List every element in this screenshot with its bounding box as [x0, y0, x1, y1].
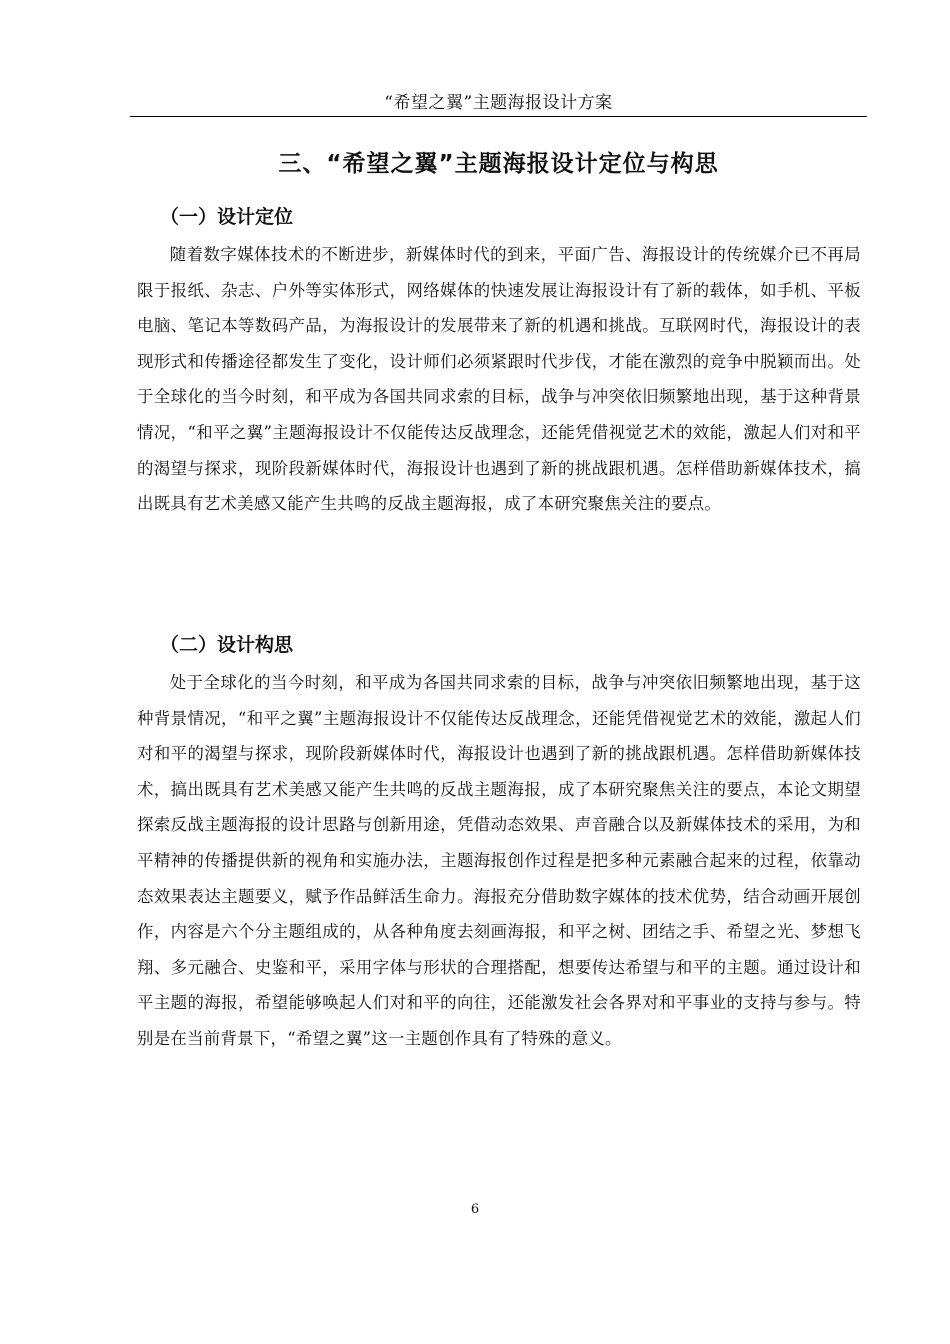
running-header: “希望之翼”主题海报设计方案: [384, 93, 613, 113]
page-number: 6: [470, 1202, 480, 1217]
body-paragraph-design-concept: 处于全球化的当今时刻，和平成为各国共同求索的目标，战争与冲突依旧频繁地出现，基于这种背景情况，“和平之翼”主题海报设计不仅能传达反战理念，还能凭借视觉艺术的效能，激起人们对和平的渴望与探求，现阶段新媒体时代，海报设计也遇到了新的挑战跟机遇。怎样借助新媒体技术，搞出既具有艺术美感又能产生共鸣的反战主题海报，成了本研究聚焦关注的要点，本论文期望探索反战主题海报的设计思路与创新用途，凭借动态效果、声音融合以及新媒体技术的采用，为和平精神的传播提供新的视角和实施办法，主题海报创作过程是把多种元素融合起来的过程，依靠动态效果表达主题要义，赋予作品鲜活生命力。海报充分借助数字媒体的技术优势，结合动画开展创作，内容是六个分主题组成的，从各种角度去刻画海报，和平之树、团结之手、希望之光、梦想飞翔、多元融合、史鉴和平，采用字体与形状的合理搭配，想要传达希望与和平的主题。通过设计和平主题的海报，希望能够唤起人们对和平的向往，还能激发社会各界对和平事业的支持与参与。特别是在当前背景下，“希望之翼”这一主题创作具有了特殊的意义。: [137, 673, 861, 1048]
body-paragraph-design-positioning: 随着数字媒体技术的不断进步，新媒体时代的到来，平面广告、海报设计的传统媒介已不再局限于报纸、杂志、户外等实体形式，网络媒体的快速发展让海报设计有了新的载体，如手机、平板电脑、笔记本等数码产品，为海报设计的发展带来了新的机遇和挑战。互联网时代，海报设计的表现形式和传播途径都发生了变化，设计师们必须紧跟时代步伐，才能在激烈的竞争中脱颖而出。处于全球化的当今时刻，和平成为各国共同求索的目标，战争与冲突依旧频繁地出现，基于这种背景情况，“和平之翼”主题海报设计不仅能传达反战理念，还能凭借视觉艺术的效能，激起人们对和平的渴望与探求，现阶段新媒体时代，海报设计也遇到了新的挑战跟机遇。怎样借助新媒体技术，搞出既具有艺术美感又能产生共鸣的反战主题海报，成了本研究聚焦关注的要点。: [137, 245, 861, 514]
chapter-title: 三、“希望之翼”主题海报设计定位与构思: [278, 151, 719, 177]
header-rule: [130, 116, 867, 117]
section-heading-design-positioning: （一）设计定位: [160, 206, 294, 228]
section-heading-design-concept: （二）设计构思: [160, 634, 294, 656]
